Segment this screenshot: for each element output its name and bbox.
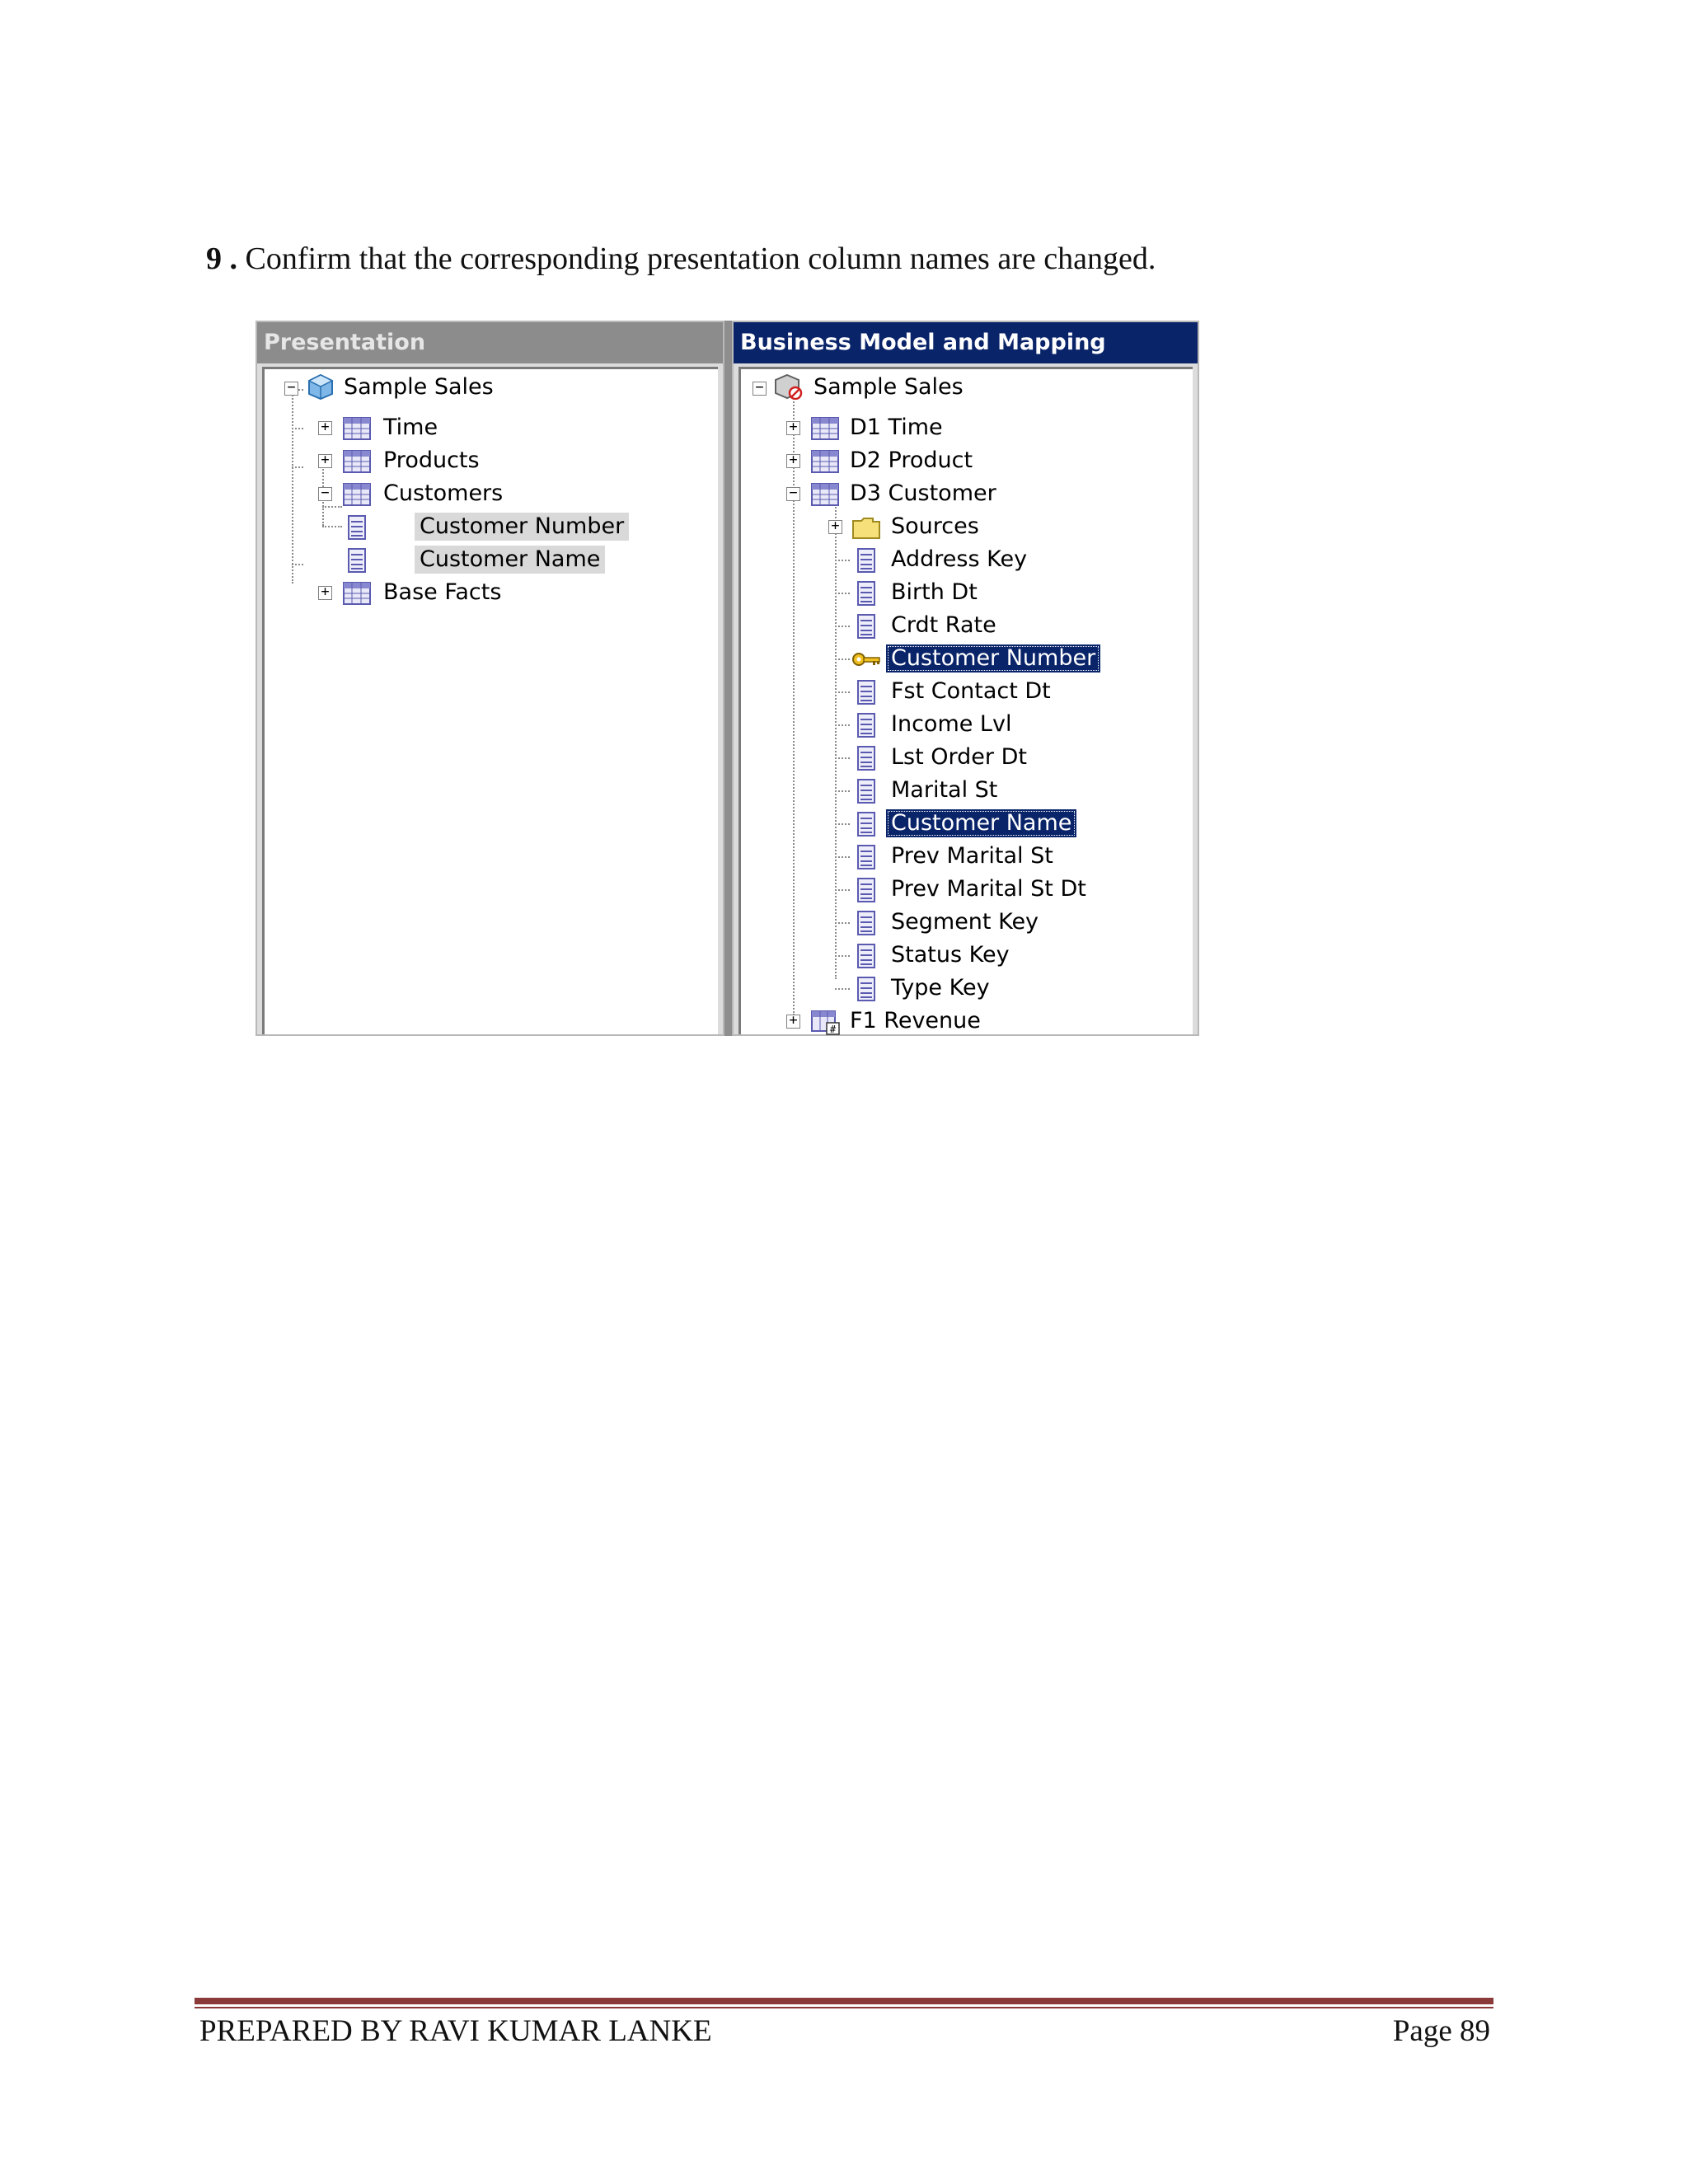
column-icon: [851, 943, 881, 969]
tree-label: Customer Number: [415, 513, 629, 541]
tree-label: Products: [383, 448, 480, 473]
tree-label: Sources: [891, 513, 979, 539]
expand-toggle[interactable]: +: [786, 421, 800, 435]
expand-toggle[interactable]: +: [786, 1015, 800, 1029]
bmm-panel: [732, 321, 1199, 1036]
column-icon: [851, 745, 881, 771]
bmm-tree: [738, 367, 1193, 1034]
column-icon: [342, 547, 372, 574]
bmm-title: Business Model and Mapping: [734, 322, 1198, 363]
folder-icon: [851, 514, 881, 541]
expand-toggle[interactable]: +: [318, 421, 332, 435]
table-icon: [342, 448, 372, 475]
step-number: 9 .: [206, 241, 237, 276]
table-icon: [342, 481, 372, 508]
expand-toggle[interactable]: +: [318, 586, 332, 600]
collapse-toggle[interactable]: −: [786, 487, 800, 501]
step-instruction: [206, 241, 1156, 277]
tree-label: Base Facts: [383, 579, 502, 605]
key-icon: [851, 646, 881, 673]
footer-page-number: Page 89: [1392, 2014, 1490, 2048]
column-icon: [851, 778, 881, 804]
footer-rule-thin: [195, 2007, 1493, 2008]
column-icon: [851, 976, 881, 1002]
tree-label: Customer Number: [886, 644, 1100, 673]
table-icon: [810, 448, 840, 475]
tree-label: Customer Name: [415, 546, 605, 574]
table-icon: [342, 580, 372, 607]
tree-label: D1 Time: [850, 415, 943, 440]
column-icon: [851, 910, 881, 936]
column-icon: [851, 844, 881, 870]
business-model-icon: [774, 373, 804, 400]
tree-label: Address Key: [891, 546, 1028, 572]
tree-label: F1 Revenue: [850, 1008, 981, 1033]
tree-label: Fst Contact Dt: [891, 678, 1051, 704]
table-icon: [342, 415, 372, 442]
column-icon: [342, 514, 372, 541]
column-icon: [851, 811, 881, 837]
expand-toggle[interactable]: +: [786, 454, 800, 468]
footer-rule: [195, 1998, 1493, 2004]
collapse-toggle[interactable]: −: [284, 382, 298, 396]
tree-label: Sample Sales: [344, 374, 494, 400]
tree-label: Crdt Rate: [891, 612, 996, 638]
tree-label: Type Key: [891, 975, 990, 1001]
svg-text:#: #: [829, 1024, 837, 1035]
table-icon: [810, 481, 840, 508]
tree-label: Prev Marital St Dt: [891, 876, 1086, 902]
column-icon: [851, 613, 881, 640]
tree-label: D3 Customer: [850, 480, 996, 506]
panel-splitter[interactable]: [724, 321, 732, 1036]
tree-label: D2 Product: [850, 448, 973, 473]
tree-label: Prev Marital St: [891, 843, 1053, 869]
cube-icon: [306, 373, 335, 400]
presentation-tree: [262, 367, 718, 1034]
step-text: Confirm that the corresponding presentation column names are changed.: [245, 241, 1156, 276]
tree-label: Lst Order Dt: [891, 744, 1027, 770]
collapse-toggle[interactable]: −: [318, 487, 332, 501]
tree-label: Segment Key: [891, 909, 1039, 935]
expand-toggle[interactable]: +: [828, 520, 842, 534]
column-icon: [851, 712, 881, 738]
footer-author: PREPARED BY RAVI KUMAR LANKE: [199, 2014, 712, 2048]
tree-label: Income Lvl: [891, 711, 1012, 737]
tree-label: Sample Sales: [814, 374, 964, 400]
collapse-toggle[interactable]: −: [753, 382, 767, 396]
expand-toggle[interactable]: +: [318, 454, 332, 468]
presentation-title: Presentation: [257, 322, 723, 363]
tree-label: Marital St: [891, 777, 998, 803]
tree-label: Birth Dt: [891, 579, 978, 605]
presentation-panel: [256, 321, 724, 1036]
column-icon: [851, 679, 881, 705]
fact-table-icon: [810, 1009, 840, 1035]
tree-label: Customer Name: [886, 809, 1076, 837]
table-icon: [810, 415, 840, 442]
tree-label: Status Key: [891, 942, 1010, 968]
tree-label: Customers: [383, 480, 504, 506]
tree-label: Time: [383, 415, 438, 440]
column-icon: [851, 547, 881, 574]
column-icon: [851, 877, 881, 903]
column-icon: [851, 580, 881, 607]
